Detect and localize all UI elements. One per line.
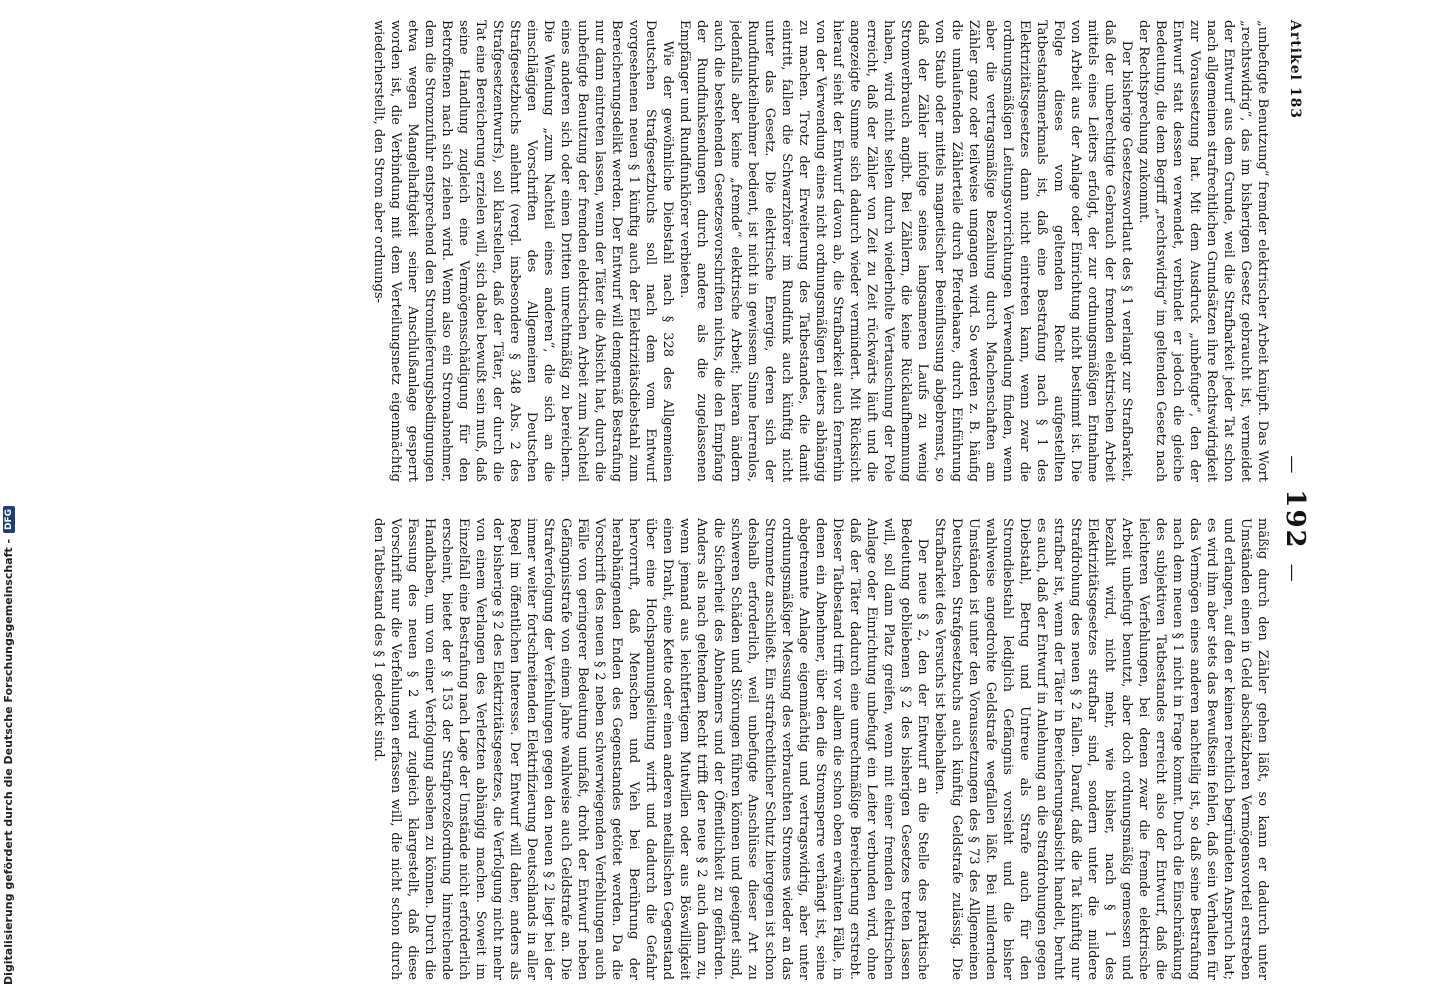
page-number: 192 bbox=[1280, 489, 1310, 550]
text-columns bbox=[161, 20, 1271, 980]
digitization-credit bbox=[2, 508, 15, 985]
paragraph: „unbefugte Benutzung“ fremder elektrischer Arbeit knüpft. Das Wort „rechtswidrig“, das im bisherigen Gesetz gebraucht ist, vermeidet der Entwurf aus dem Grunde, weil die Strafbarkeit jeder Tat schon nach allgemeinen strafrechtlichen Grundsätzen ihre Rechtswidrigkeit zur Voraussetzung hat. Mit dem Ausdruck „unbefugte“, den der Entwurf statt dessen verwendet, verbindet er jedoch die gleiche Bedeutung, die dem Begriff „rechtswidrig“ im geltenden Gesetz nach der Rechtsprechung zukommt. bbox=[1136, 20, 1270, 482]
paragraph: Der bisherige Gesetzeswortlaut des § 1 verlangt zur Strafbarkeit, daß der unberechtigte Gebrauch der fremden elektrischen Arbeit mittels eines Leiters erfolgt, der zur ordnungsmäßigen Entnahme von Arbeit aus der Anlage oder Einrichtung nicht bestimmt ist. Die Folge dieses vom geltenden Recht aufgestellten Tatbestandsmerkmals ist, daß eine Bestrafung nach § 1 des Elektrizitätsgesetzes dann nicht eintreten kann, wenn zwar die ordnungsmäßigen Leitungsvorrichtungen Verwendung finden, wenn aber die vertragsmäßige Bezahlung durch Machenschaften am Zähler ganz oder teilweise umgangen wird. So werden z. B. häufig die umlaufenden Zählerteile durch Pferdehaare, durch Einführung von Staub oder mittels magnetischer Beeinflussung abgebremst, so daß der Zähler infolge seines langsameren Laufs zu wenig Stromverbrauch angibt. Bei Zählern, die keine Rücklaufhemmung haben, wird nicht selten durch wiederholte Vertauschung der Pole erreicht, daß der Zähler von Zeit zu Zeit rückwärts läuft und die angezeigte Summe sich dadurch wieder vermindert. Mit Rücksicht hierauf sieht der Entwurf davon ab, die Strafbarkeit auch fernerhin von der Verwendung eines nicht ordnungsmäßigen Leiters abhängig zu machen. Trotz der Erweiterung des Tatbestandes, die damit eintritt, fallen die Schwarzhörer im Rundfunk auch künftig nicht unter das Gesetz. Die elektrische Energie, deren sich der Rundfunkteilnehmer bedient, ist nicht in gewissem Sinne herrenlos, jedenfalls aber keine „fremde“ elektrische Arbeit; hieran ändern auch die bestehenden Gesetzesvorschriften nichts, die den Empfang der Rundfunksendungen durch andere als die zugelassenen Empfänger und Rundfunkhörer verbieten. bbox=[677, 20, 1134, 482]
header-dash-left: — bbox=[1282, 455, 1303, 476]
text-column-right bbox=[161, 518, 1271, 980]
dfg-logo-icon: DFG bbox=[3, 506, 15, 533]
page-number-group bbox=[1280, 441, 1310, 597]
paragraph: Wie der gewöhnliche Diebstahl nach § 328 des Allgemeinen Deutschen Strafgesetzbuchs soll nach dem vom Entwurf vorgesehenen neuen § 1 künftig auch der Elektrizitätsdiebstahl zum Bereicherungsdelikt werden. Der Entwurf will demgemäß Bestrafung nur dann eintreten lassen, wenn der Täter die Absicht hat, durch die unbefugte Benutzung der fremden elektrischen Arbeit zum Nachteil eines anderen sich oder einen Dritten unrechtmäßig zu bereichern. Die Wendung „zum Nachteil eines anderen“, die sich an die einschlägigen Vorschriften des Allgemeinen Deutschen Strafgesetzbuchs anlehnt (vergl. insbesondere § 348 Abs. 2 des Strafgesetzentwurfs), soll klarstellen, daß der Täter, der durch die Tat eine Bereicherung erzielen will, sich dabei bewußt sein muß, daß seine Handlung zugleich eine Vermögensschädigung für den Betroffenen nach sich ziehen wird. Wenn also ein Stromabnehmer, dem die Stromzufuhr entsprechend den Stromlieferungsbedingungen etwa wegen Mangelhaftigkeit seiner Anschlußanlage gesperrt worden ist, die Verbindung mit dem Verteilungsnetz eigenmächtig wiederherstellt, den Strom aber ordnungs- bbox=[371, 20, 675, 482]
text-column-left bbox=[161, 20, 1271, 482]
paragraph: Der neue § 2, den der Entwurf an die Stelle des praktische Bedeutung gebliebenen § 2 des bisherigen Gesetzes treten lassen will, soll dann Platz greifen, wenn mit einer fremden elektrischen Anlage oder Einrichtung unbefugt ein Leiter verbunden wird, ohne daß der Täter dadurch eine unrechtmäßige Bereicherung erstrebt. Dieser Tatbestand trifft vor allem die schon oben erwähnten Fälle, in denen ein Abnehmer, über den die Stromsperre verhängt ist, seine abgetrennte Anlage eigenmächtig und vertragswidrig, aber unter ordnungsmäßiger Messung des verbrauchten Stromes wieder an das Stromnetz anschließt. Ein strafrechtlicher Schutz hiergegen ist schon deshalb erforderlich, weil unbefugte Anschlüsse dieser Art zu schweren Schäden und Störungen führen können und geeignet sind, die Sicherheit des Abnehmers und der Öffentlichkeit zu gefährden. Anders als nach geltendem Recht trifft der neue § 2 auch dann zu, wenn jemand aus leichtfertigem Mutwillen oder aus Böswilligkeit einen Draht, eine Kette oder einen anderen metallischen Gegenstand über eine Hochspannungsleitung wirft und dadurch die Gefahr hervorruft, daß Menschen und Vieh bei Berührung der herabhängenden Enden des Gegenstandes getötet werden. Da die Vorschrift des neuen § 2 neben schwerwiegenden Verfehlungen auch Fälle von geringerer Bedeutung umfaßt, droht der Entwurf neben Gefängnisstrafe von einem Jahre wahlweise auch Geldstrafe an. Die Strafverfolgung der Verfehlungen gegen den neuen § 2 liegt bei der immer weiter fortschreitenden Elektrifizierung Deutschlands in aller Regel im öffentlichen Interesse. Der Entwurf will daher, anders als der bisherige § 2 des Elektrizitätsgesetzes, die Verfolgung nicht mehr von einem Verlangen des Verletzten abhängig machen. Soweit im Einzelfall eine Bestrafung nach Lage der Umstände nicht erforderlich erscheint, bietet der § 153 der Strafprozeßordnung hinreichende Handhaben, um von einer Verfolgung absehen zu können. Durch die Fassung des neuen § 2 wird zugleich klargestellt, daß diese Vorschrift nur die Verfehlungen erfassen will, die nicht schon durch den Tatbestand des § 1 gedeckt sind. bbox=[371, 518, 930, 980]
page-header bbox=[1275, 20, 1315, 980]
article-label: Artikel 183 bbox=[1287, 20, 1303, 120]
digitization-credit-strip bbox=[0, 0, 20, 1000]
header-dash-right: — bbox=[1282, 563, 1303, 584]
rotated-scan bbox=[135, 20, 1315, 980]
digitization-credit-text: Digitalisierung gefördert durch die Deutsche Forschungsgemeinschaft - bbox=[2, 538, 15, 985]
paragraph: mäßig durch den Zähler gehen läßt, so kann er dadurch unter Umständen einen in Geld abschätzbaren Vermögensvorteil erstreben und erlangen, auf den er keinen rechtlich begründeten Anspruch hat; es wird ihm aber stets das Bewußtsein fehlen, daß sein Verhalten für das Vermögen eines anderen nachteilig ist, so daß seine Bestrafung nach dem neuen § 1 nicht in Frage kommt. Durch die Einschränkung des subjektiven Tatbestandes erreicht also der Entwurf, daß die leichteren Verfehlungen, bei denen zwar die fremde elektrische Arbeit unbefugt benutzt, aber doch ordnungsmäßig gemessen und bezahlt wird, nicht mehr, wie bisher, nach § 1 des Elektrizitätsgesetzes strafbar sind, sondern unter die mildere Strafdrohung des neuen § 2 fallen. Darauf, daß die Tat künftig nur strafbar ist, wenn der Täter in Bereicherungsabsicht handelt, beruht es auch, daß der Entwurf in Anlehnung an die Strafdrohungen gegen Diebstahl, Betrug und Untreue als Strafe auch für den Stromdiebstahl lediglich Gefängnis vorsieht und die bisher wahlweise angedrohte Geldstrafe wegfallen läßt. Bei mildernden Umständen ist unter den Voraussetzungen des § 73 des Allgemeinen Deutschen Strafgesetzbuchs auch künftig Geldstrafe zulässig. Die Strafbarkeit des Versuchs ist beibehalten. bbox=[932, 518, 1270, 980]
